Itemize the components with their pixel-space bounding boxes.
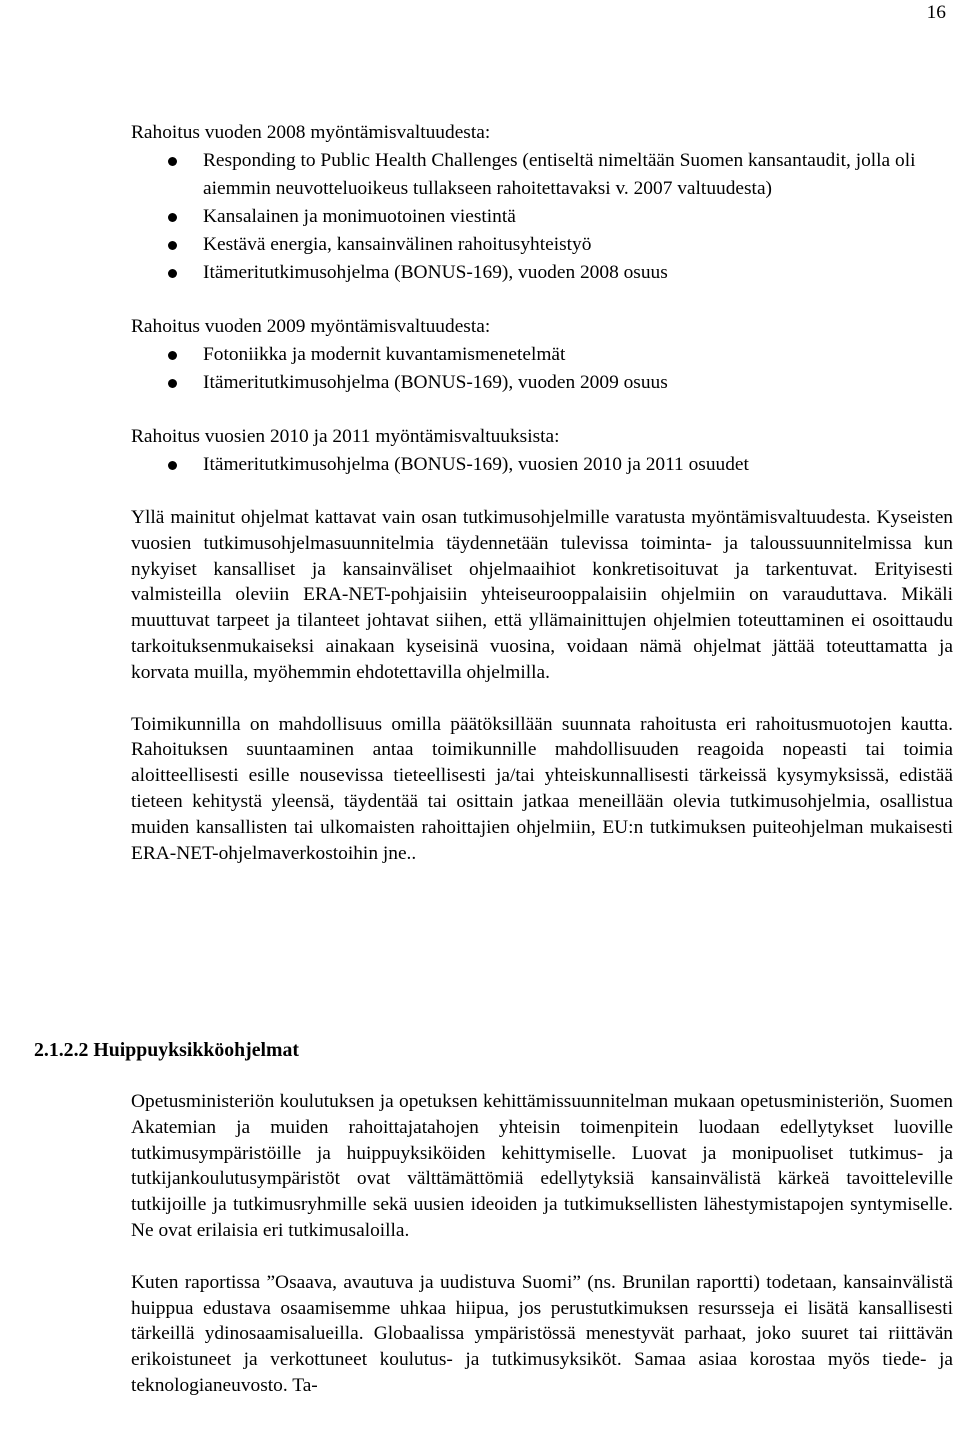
- page-number: 16: [926, 2, 946, 23]
- list-item: Itämeritutkimusohjelma (BONUS-169), vuoden 2009 osuus: [131, 369, 953, 397]
- funding-2010-2011-list: [131, 451, 953, 479]
- funding-2008-group: [131, 119, 953, 287]
- funding-2010-2011-group: [131, 423, 953, 479]
- funding-2009-group: [131, 313, 953, 397]
- programs-paragraph: Yllä mainitut ohjelmat kattavat vain osan tutkimusohjelmille varatusta myöntämisvaltuudesta. Kyseisten vuosien tutkimusohjelmasuunnitelmia täydennetään tulevissa toiminta- ja taloussuunnitelmissa kun nykyiset kansalliset ja kansainväliset ohjelmaaihiot konkretisoituvat ja tarkentuvat. Erityisesti valmisteilla oleviin ERA-NET-pohjaisiin yhteiseurooppalaisiin ohjelmiin on varauduttava. Mikäli muuttuvat tarpeet ja tilanteet johtavat siihen, että yllämainittujen ohjelmien toteuttaminen ei osoittaudu tarkoituksenmukaiseksi ainakaan kyseisinä vuosina, voidaan nämä ohjelmat jättää toteuttamatta ja korvata muilla, myöhemmin ehdotettavilla ohjelmilla.: [131, 507, 953, 683]
- funding-2008-list: [131, 147, 953, 287]
- section-heading: 2.1.2.2 Huippuyksikköohjelmat: [34, 1039, 299, 1061]
- page-body: [131, 119, 953, 892]
- list-item: Responding to Public Health Challenges (entiseltä nimeltään Suomen kansantaudit, jolla oli aiemmin neuvotteluoikeus tullakseen rahoitettavaksi v. 2007 valtuudesta): [131, 147, 953, 203]
- report-paragraph: Kuten raportissa ”Osaava, avautuva ja uudistuva Suomi” (ns. Brunilan raportti) todetaan, kansainvälistä huippua edustava osaamisemme uhkaa hiipua, jos perustutkimuksen resursseja ei lisätä kansallisesti tärkeillä ydinosaamisalueilla. Globaalissa ympäristössä menestyvät parhaat, joko suuret tai riittävän erikoistuneet ja verkottuneet koulutus- ja tutkimusyksiköt. Samaa asiaa korostaa myös tiede- ja teknologianeuvosto. Ta-: [131, 1271, 953, 1396]
- funding-2010-2011-heading: Rahoitus vuosien 2010 ja 2011 myöntämisvaltuuksista:: [131, 426, 560, 447]
- section-body: [131, 1089, 953, 1425]
- funding-2009-heading: Rahoitus vuoden 2009 myöntämisvaltuudesta:: [131, 316, 491, 337]
- list-item: Itämeritutkimusohjelma (BONUS-169), vuosien 2010 ja 2011 osuudet: [131, 451, 953, 479]
- list-item: Itämeritutkimusohjelma (BONUS-169), vuoden 2008 osuus: [131, 259, 953, 287]
- list-item: Kestävä energia, kansainvälinen rahoitusyhteistyö: [131, 231, 953, 259]
- list-item: Fotoniikka ja modernit kuvantamismenetelmät: [131, 341, 953, 369]
- funding-2009-list: [131, 341, 953, 397]
- list-item: Kansalainen ja monimuotoinen viestintä: [131, 203, 953, 231]
- centres-paragraph: Opetusministeriön koulutuksen ja opetuksen kehittämissuunnitelman mukaan opetusministeriön, Suomen Akatemian ja muiden rahoittajatahojen yhteisin toimenpitein luodaan edellytykset luoville tutkimusympäristöille ja huippuyksiköiden kehittymiselle. Luovat ja monipuoliset tutkimus- ja tutkijankoulutusympäristöt ovat välttämättömiä edellytyksiä kansainvälistä kärkeä tavoitteleville tutkijoille ja tutkimusryhmille sekä uusien ideoiden ja tutkimuksellisten lähestymistapojen syntymiselle. Ne ovat erilaisia eri tutkimusaloilla.: [131, 1091, 953, 1241]
- committees-paragraph: Toimikunnilla on mahdollisuus omilla päätöksillään suunnata rahoitusta eri rahoitusmuotojen kautta. Rahoituksen suuntaaminen antaa toimikunnille mahdollisuuden reagoida nopeasti tai toimia aloitteellisesti esille nousevissa tieteellisesti ja/tai yhteiskunnallisesti tärkeissä kysymyksissä, edistää tieteen kehitystä yleensä, täydentää tai osittain jatkaa meneillään olevia tutkimusohjelmia, osallistua muiden kansallisten tai ulkomaisten rahoittajien ohjelmiin, EU:n tutkimuksen puiteohjelman mukaisesti ERA-NET-ohjelmaverkostoihin jne..: [131, 713, 953, 864]
- funding-2008-heading: Rahoitus vuoden 2008 myöntämisvaltuudesta:: [131, 122, 491, 143]
